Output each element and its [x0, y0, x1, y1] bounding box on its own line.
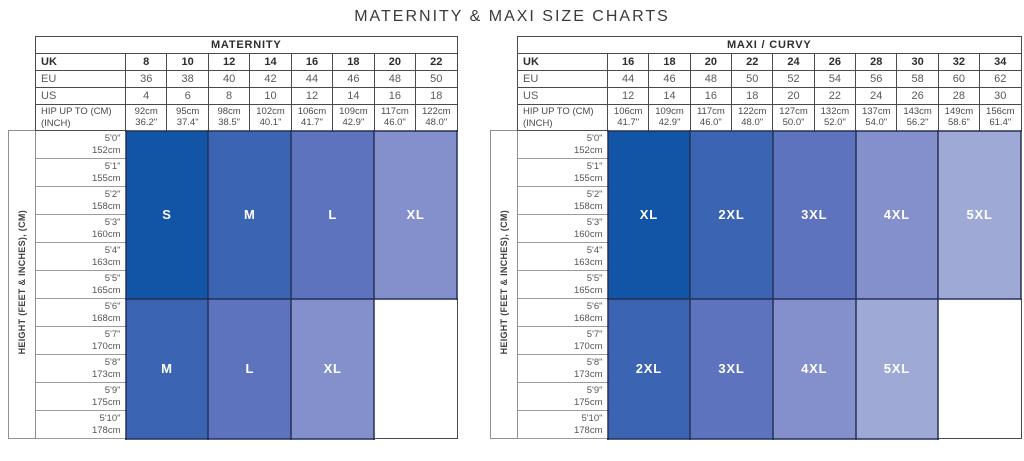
uk-size-cell: 28: [856, 54, 897, 71]
height-row-label: 5'8" 173cm: [518, 355, 608, 383]
corner-spacer: [9, 54, 36, 71]
eu-size-cell: 56: [856, 71, 897, 88]
hip-cell: 109cm 42.9": [649, 105, 690, 131]
corner-spacer: [491, 37, 518, 54]
size-block-m: M: [126, 299, 209, 439]
height-row-label: 5'9" 175cm: [518, 383, 608, 411]
us-size-cell: 14: [333, 88, 374, 105]
height-row-label: 5'7" 170cm: [518, 327, 608, 355]
corner-spacer: [491, 54, 518, 71]
hip-cell: 92cm 36.2": [126, 105, 167, 131]
hip-cell: 156cm 61.4": [980, 105, 1021, 131]
corner-spacer: [9, 105, 36, 131]
size-block-3xl: 3XL: [773, 131, 856, 299]
hip-cell: 102cm 40.1": [250, 105, 291, 131]
eu-size-cell: 54: [814, 71, 855, 88]
row-label-hip: HIP UP TO (CM) (INCH): [36, 105, 126, 131]
us-size-cell: 26: [897, 88, 938, 105]
eu-size-cell: 38: [167, 71, 208, 88]
size-block-xl: XL: [608, 131, 691, 299]
us-size-cell: 24: [856, 88, 897, 105]
size-block-2xl: 2XL: [690, 131, 773, 299]
size-block-3xl: 3XL: [690, 299, 773, 439]
size-block-5xl: 5XL: [856, 299, 939, 439]
size-block-m: M: [208, 131, 291, 299]
us-size-cell: 8: [208, 88, 249, 105]
chart-title: MAXI / CURVY: [518, 37, 1022, 54]
corner-spacer: [9, 88, 36, 105]
height-row-label: 5'0" 152cm: [36, 131, 126, 159]
size-block-xl: XL: [291, 299, 374, 439]
hip-cell: 106cm 41.7": [608, 105, 649, 131]
maxi-curvy-chart: [490, 36, 1022, 440]
uk-size-cell: 14: [250, 54, 291, 71]
hip-cell: 127cm 50.0": [773, 105, 814, 131]
eu-size-cell: 50: [732, 71, 773, 88]
uk-size-cell: 34: [980, 54, 1021, 71]
height-row-label: 5'1" 155cm: [36, 159, 126, 187]
uk-size-cell: 18: [649, 54, 690, 71]
uk-size-cell: 30: [897, 54, 938, 71]
row-label-eu: EU: [518, 71, 608, 88]
height-row-label: 5'2" 158cm: [518, 187, 608, 215]
hip-cell: 122cm 48.0": [732, 105, 773, 131]
height-row-label: 5'2" 158cm: [36, 187, 126, 215]
size-block-xl: XL: [374, 131, 457, 299]
hip-cell: 95cm 37.4": [167, 105, 208, 131]
uk-size-cell: 22: [732, 54, 773, 71]
us-size-cell: 16: [690, 88, 731, 105]
size-block-empty: [374, 299, 457, 439]
uk-size-cell: 16: [608, 54, 649, 71]
height-row-label: 5'6" 168cm: [518, 299, 608, 327]
hip-cell: 98cm 38.5": [208, 105, 249, 131]
size-block-s: S: [126, 131, 209, 299]
us-size-cell: 28: [938, 88, 979, 105]
hip-cell: 117cm 46.0": [374, 105, 415, 131]
chart-title: MATERNITY: [36, 37, 458, 54]
us-size-cell: 14: [649, 88, 690, 105]
uk-size-cell: 20: [690, 54, 731, 71]
height-row-label: 5'5" 165cm: [36, 271, 126, 299]
eu-size-cell: 44: [608, 71, 649, 88]
corner-spacer: [9, 71, 36, 88]
us-size-cell: 12: [291, 88, 332, 105]
uk-size-cell: 18: [333, 54, 374, 71]
us-size-cell: 18: [732, 88, 773, 105]
charts-container: [0, 36, 1024, 440]
height-row-label: 5'5" 165cm: [518, 271, 608, 299]
row-label-eu: EU: [36, 71, 126, 88]
uk-size-cell: 20: [374, 54, 415, 71]
row-label-uk: UK: [36, 54, 126, 71]
us-size-cell: 4: [126, 88, 167, 105]
hip-cell: 137cm 54.0": [856, 105, 897, 131]
size-block-4xl: 4XL: [856, 131, 939, 299]
row-label-uk: UK: [518, 54, 608, 71]
hip-cell: 109cm 42.9": [333, 105, 374, 131]
us-size-cell: 16: [374, 88, 415, 105]
height-row-label: 5'3" 160cm: [518, 215, 608, 243]
height-row-label: 5'10" 178cm: [36, 411, 126, 439]
eu-size-cell: 40: [208, 71, 249, 88]
size-block-5xl: 5XL: [938, 131, 1021, 299]
hip-cell: 122cm 48.0": [416, 105, 457, 131]
height-axis-label: HEIGHT (FEET & INCHES), (CM): [17, 210, 27, 355]
uk-size-cell: 24: [773, 54, 814, 71]
eu-size-cell: 46: [649, 71, 690, 88]
eu-size-cell: 46: [333, 71, 374, 88]
height-axis-cell: [491, 131, 518, 439]
height-row-label: 5'4" 163cm: [518, 243, 608, 271]
uk-size-cell: 16: [291, 54, 332, 71]
eu-size-cell: 52: [773, 71, 814, 88]
eu-size-cell: 48: [374, 71, 415, 88]
row-label-us: US: [36, 88, 126, 105]
eu-size-cell: 36: [126, 71, 167, 88]
row-label-us: US: [518, 88, 608, 105]
eu-size-cell: 44: [291, 71, 332, 88]
corner-spacer: [491, 88, 518, 105]
eu-size-cell: 50: [416, 71, 457, 88]
height-row-label: 5'9" 175cm: [36, 383, 126, 411]
us-size-cell: 6: [167, 88, 208, 105]
us-size-cell: 22: [814, 88, 855, 105]
height-row-label: 5'0" 152cm: [518, 131, 608, 159]
eu-size-cell: 42: [250, 71, 291, 88]
maternity-chart: [8, 36, 458, 440]
hip-cell: 117cm 46.0": [690, 105, 731, 131]
eu-size-cell: 60: [938, 71, 979, 88]
uk-size-cell: 22: [416, 54, 457, 71]
height-row-label: 5'7" 170cm: [36, 327, 126, 355]
height-row-label: 5'1" 155cm: [518, 159, 608, 187]
size-block-l: L: [208, 299, 291, 439]
height-axis-cell: [9, 131, 36, 439]
hip-cell: 149cm 58.6": [938, 105, 979, 131]
page-title: MATERNITY & MAXI SIZE CHARTS: [354, 8, 670, 25]
us-size-cell: 18: [416, 88, 457, 105]
uk-size-cell: 12: [208, 54, 249, 71]
size-block-empty: [938, 299, 1021, 439]
height-axis-label: HEIGHT (FEET & INCHES), (CM): [499, 210, 509, 355]
size-block-l: L: [291, 131, 374, 299]
corner-spacer: [491, 71, 518, 88]
hip-cell: 132cm 52.0": [814, 105, 855, 131]
hip-cell: 143cm 56.2": [897, 105, 938, 131]
size-chart-table: [490, 36, 1022, 440]
height-row-label: 5'6" 168cm: [36, 299, 126, 327]
us-size-cell: 30: [980, 88, 1021, 105]
hip-cell: 106cm 41.7": [291, 105, 332, 131]
height-row-label: 5'3" 160cm: [36, 215, 126, 243]
us-size-cell: 20: [773, 88, 814, 105]
uk-size-cell: 32: [938, 54, 979, 71]
height-row-label: 5'8" 173cm: [36, 355, 126, 383]
eu-size-cell: 58: [897, 71, 938, 88]
uk-size-cell: 26: [814, 54, 855, 71]
height-row-label: 5'10" 178cm: [518, 411, 608, 439]
corner-spacer: [9, 37, 36, 54]
uk-size-cell: 8: [126, 54, 167, 71]
size-chart-table: [8, 36, 458, 440]
us-size-cell: 12: [608, 88, 649, 105]
corner-spacer: [491, 105, 518, 131]
size-block-2xl: 2XL: [608, 299, 691, 439]
size-block-4xl: 4XL: [773, 299, 856, 439]
eu-size-cell: 62: [980, 71, 1021, 88]
uk-size-cell: 10: [167, 54, 208, 71]
row-label-hip: HIP UP TO (CM) (INCH): [518, 105, 608, 131]
us-size-cell: 10: [250, 88, 291, 105]
height-row-label: 5'4" 163cm: [36, 243, 126, 271]
eu-size-cell: 48: [690, 71, 731, 88]
